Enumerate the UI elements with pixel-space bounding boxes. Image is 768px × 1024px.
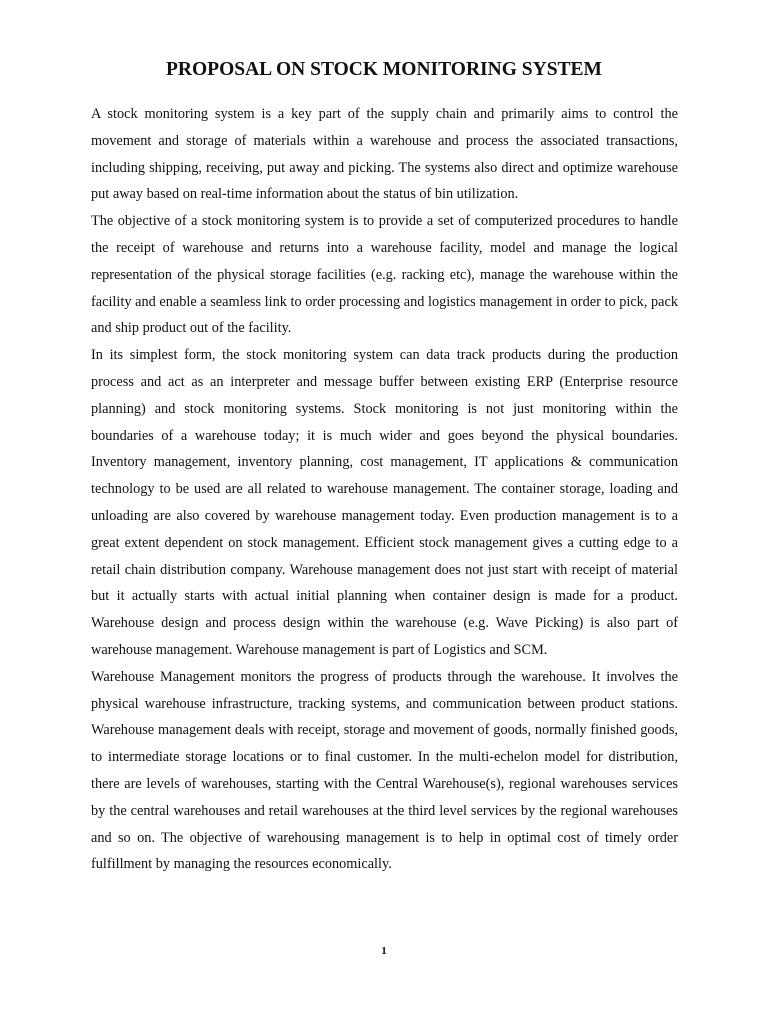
page-title: PROPOSAL ON STOCK MONITORING SYSTEM xyxy=(166,59,602,80)
document-body xyxy=(91,101,678,878)
paragraph-3: In its simplest form, the stock monitoring system can data track products during the production process and act as an interpreter and message buffer between existing ERP (Enterprise resource planning) and stock monitoring systems. Stock monitoring is not just monitoring within the boundaries of a warehouse today; it is much wider and goes beyond the physical boundaries. Inventory management, inventory planning, cost management, IT applications & communication technology to be used are all related to warehouse management. The container storage, loading and unloading are also covered by warehouse management today. Even production management is to a great extent dependent on stock management. Efficient stock management gives a cutting edge to a retail chain distribution company. Warehouse management does not just start with receipt of material but it actually starts with actual initial planning when container design is made for a product. Warehouse design and process design within the warehouse (e.g. Wave Picking) is also part of warehouse management. Warehouse management is part of Logistics and SCM. xyxy=(91,347,678,658)
paragraph-4: Warehouse Management monitors the progress of products through the warehouse. It involves the physical warehouse infrastructure, tracking systems, and communication between product stations. Warehouse management deals with receipt, storage and movement of goods, normally finished goods, to intermediate storage locations or to final customer. In the multi-echelon model for distribution, there are levels of warehouses, starting with the Central Warehouse(s), regional warehouses services by the central warehouses and retail warehouses at the third level services by the regional warehouses and so on. The objective of warehousing management is to help in optimal cost of timely order fulfillment by managing the resources economically. xyxy=(91,668,678,873)
page-number: 1 xyxy=(381,945,387,957)
paragraph-1: A stock monitoring system is a key part of the supply chain and primarily aims to control the movement and storage of materials within a warehouse and process the associated transactions, including shipping, receiving, put away and picking. The systems also direct and optimize warehouse put away based on real-time information about the status of bin utilization. xyxy=(91,106,678,203)
paragraph-2: The objective of a stock monitoring system is to provide a set of computerized procedures to handle the receipt of warehouse and returns into a warehouse facility, model and manage the logical representation of the physical storage facilities (e.g. racking etc), manage the warehouse within the facility and enable a seamless link to order processing and logistics management in order to pick, pack and ship product out of the facility. xyxy=(91,213,678,337)
